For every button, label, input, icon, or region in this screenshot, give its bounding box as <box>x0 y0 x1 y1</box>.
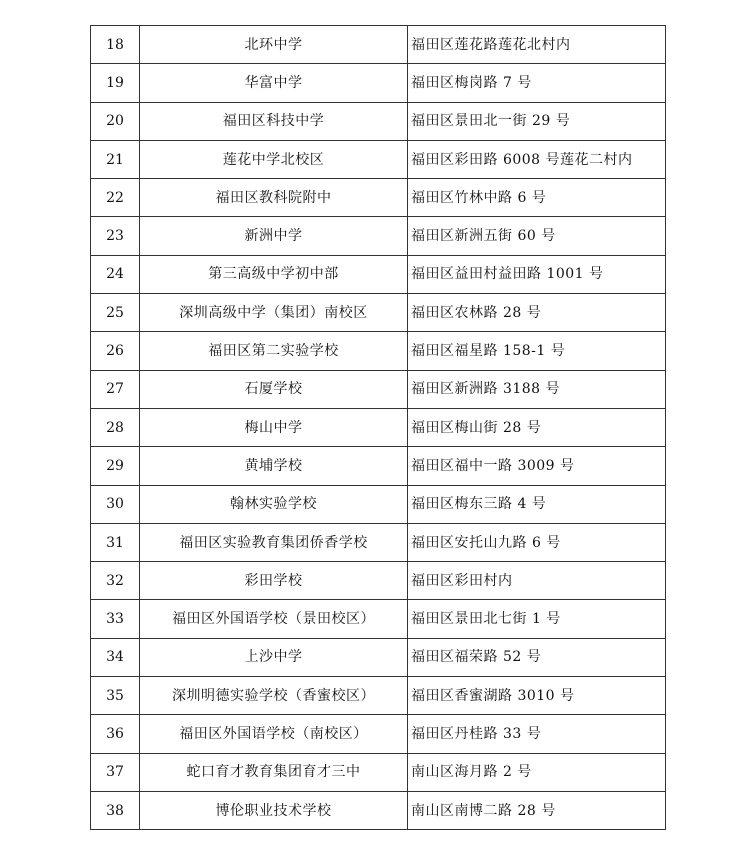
table-row <box>91 791 666 829</box>
school-address-cell: 福田区竹林中路 6 号 <box>408 179 666 217</box>
school-address-cell: 福田区梅山街 28 号 <box>408 408 666 446</box>
school-name-cell: 石厦学校 <box>140 370 408 408</box>
row-number-cell: 31 <box>91 523 140 561</box>
table-row <box>91 638 666 676</box>
row-number-cell: 22 <box>91 179 140 217</box>
school-address-cell: 福田区福荣路 52 号 <box>408 638 666 676</box>
row-number-cell: 21 <box>91 140 140 178</box>
table-row <box>91 408 666 446</box>
table-row <box>91 332 666 370</box>
row-number-cell: 29 <box>91 447 140 485</box>
school-list-table-container <box>90 25 661 830</box>
school-name-cell: 梅山中学 <box>140 408 408 446</box>
row-number-cell: 23 <box>91 217 140 255</box>
school-address-cell: 福田区新洲路 3188 号 <box>408 370 666 408</box>
school-name-cell: 深圳高级中学（集团）南校区 <box>140 294 408 332</box>
school-address-cell: 福田区安托山九路 6 号 <box>408 523 666 561</box>
school-address-cell: 福田区福星路 158-1 号 <box>408 332 666 370</box>
school-name-cell: 翰林实验学校 <box>140 485 408 523</box>
row-number-cell: 38 <box>91 791 140 829</box>
school-address-cell: 福田区新洲五街 60 号 <box>408 217 666 255</box>
row-number-cell: 32 <box>91 562 140 600</box>
row-number-cell: 27 <box>91 370 140 408</box>
table-row <box>91 485 666 523</box>
table-row <box>91 370 666 408</box>
table-body <box>91 26 666 830</box>
row-number-cell: 36 <box>91 715 140 753</box>
table-row <box>91 677 666 715</box>
row-number-cell: 37 <box>91 753 140 791</box>
school-address-cell: 福田区彩田村内 <box>408 562 666 600</box>
row-number-cell: 26 <box>91 332 140 370</box>
school-name-cell: 福田区科技中学 <box>140 102 408 140</box>
table-row <box>91 217 666 255</box>
school-name-cell: 福田区外国语学校（景田校区） <box>140 600 408 638</box>
school-address-cell: 福田区福中一路 3009 号 <box>408 447 666 485</box>
table-row <box>91 255 666 293</box>
school-address-cell: 福田区莲花路莲花北村内 <box>408 26 666 64</box>
school-name-cell: 深圳明德实验学校（香蜜校区） <box>140 677 408 715</box>
school-address-cell: 福田区梅岗路 7 号 <box>408 64 666 102</box>
school-address-cell: 福田区景田北一街 29 号 <box>408 102 666 140</box>
table-row <box>91 600 666 638</box>
school-address-cell: 福田区农林路 28 号 <box>408 294 666 332</box>
row-number-cell: 20 <box>91 102 140 140</box>
school-name-cell: 福田区实验教育集团侨香学校 <box>140 523 408 561</box>
row-number-cell: 34 <box>91 638 140 676</box>
table-row <box>91 523 666 561</box>
table-row <box>91 753 666 791</box>
table-row <box>91 26 666 64</box>
row-number-cell: 35 <box>91 677 140 715</box>
table-row <box>91 140 666 178</box>
row-number-cell: 28 <box>91 408 140 446</box>
school-name-cell: 第三高级中学初中部 <box>140 255 408 293</box>
school-name-cell: 莲花中学北校区 <box>140 140 408 178</box>
school-address-cell: 福田区梅东三路 4 号 <box>408 485 666 523</box>
school-name-cell: 彩田学校 <box>140 562 408 600</box>
row-number-cell: 30 <box>91 485 140 523</box>
table-row <box>91 64 666 102</box>
school-name-cell: 华富中学 <box>140 64 408 102</box>
school-name-cell: 上沙中学 <box>140 638 408 676</box>
school-address-cell: 福田区景田北七街 1 号 <box>408 600 666 638</box>
school-name-cell: 福田区外国语学校（南校区） <box>140 715 408 753</box>
school-address-cell: 福田区丹桂路 33 号 <box>408 715 666 753</box>
school-name-cell: 黄埔学校 <box>140 447 408 485</box>
school-address-cell: 南山区海月路 2 号 <box>408 753 666 791</box>
school-name-cell: 北环中学 <box>140 26 408 64</box>
row-number-cell: 25 <box>91 294 140 332</box>
school-address-cell: 福田区益田村益田路 1001 号 <box>408 255 666 293</box>
row-number-cell: 33 <box>91 600 140 638</box>
school-name-cell: 福田区第二实验学校 <box>140 332 408 370</box>
row-number-cell: 18 <box>91 26 140 64</box>
row-number-cell: 24 <box>91 255 140 293</box>
table-row <box>91 294 666 332</box>
school-address-cell: 福田区香蜜湖路 3010 号 <box>408 677 666 715</box>
school-address-cell: 南山区南博二路 28 号 <box>408 791 666 829</box>
school-name-cell: 博伦职业技术学校 <box>140 791 408 829</box>
row-number-cell: 19 <box>91 64 140 102</box>
table-row <box>91 562 666 600</box>
school-name-cell: 福田区教科院附中 <box>140 179 408 217</box>
table-row <box>91 447 666 485</box>
school-name-cell: 蛇口育才教育集团育才三中 <box>140 753 408 791</box>
table-row <box>91 715 666 753</box>
school-list-table <box>90 25 666 830</box>
school-name-cell: 新洲中学 <box>140 217 408 255</box>
table-row <box>91 179 666 217</box>
school-address-cell: 福田区彩田路 6008 号莲花二村内 <box>408 140 666 178</box>
table-row <box>91 102 666 140</box>
